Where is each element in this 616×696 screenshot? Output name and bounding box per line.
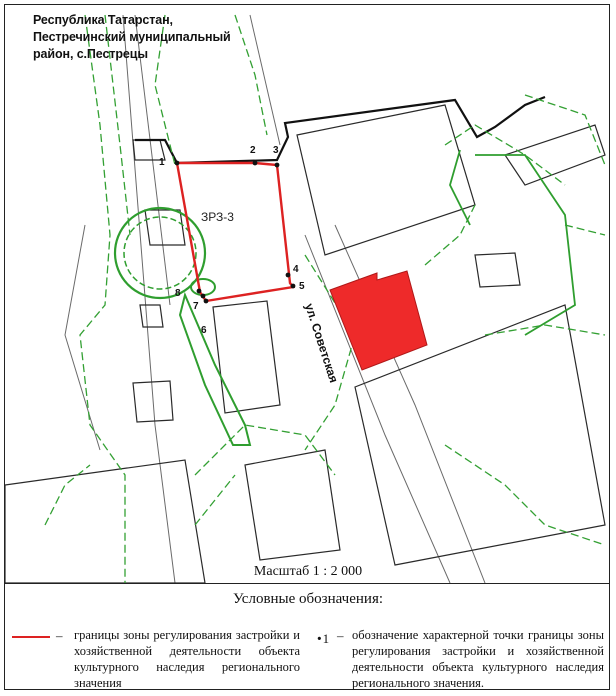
legend-divider: [4, 583, 610, 584]
point-marker: [253, 161, 258, 166]
building-outline: [213, 301, 280, 413]
point-marker: [275, 163, 280, 168]
title-line-2: Пестречинский муниципальный: [33, 30, 231, 44]
building-outline: [145, 210, 185, 245]
point-label-5: 5: [299, 281, 305, 292]
black-boundary-line: [135, 97, 545, 163]
title-line-3: район, с.Пестрецы: [33, 47, 148, 61]
point-marker: [201, 294, 206, 299]
building-outline: [475, 253, 520, 287]
point-symbol: ·1: [316, 628, 330, 650]
street-label: ул. Советская: [302, 301, 341, 385]
buildings: [5, 105, 605, 583]
point-marker: [175, 161, 180, 166]
legend-dash: –: [337, 628, 344, 643]
building-outline: [140, 305, 163, 327]
point-marker: [197, 289, 202, 294]
map-canvas: [5, 5, 609, 583]
boundary-line-swatch: [12, 636, 50, 638]
point-label-4: 4: [293, 264, 299, 275]
point-marker: [286, 273, 291, 278]
point-marker: [204, 299, 209, 304]
legend-dash: –: [56, 628, 63, 643]
title-line-1: Республика Татарстан,: [33, 13, 173, 27]
legend-point-text: обозначение характерной точки границы зоны регулирования застройки и хозяйственной деятельности объекта культурного наследия регионального значения.: [352, 628, 604, 690]
zone-label: ЗРЗ-3: [201, 210, 234, 224]
point-label-8: 8: [175, 288, 181, 299]
point-label-2: 2: [250, 145, 256, 156]
heritage-object: [330, 271, 427, 370]
point-label-7: 7: [193, 301, 199, 312]
building-outline: [297, 105, 475, 255]
legend-title: Условные обозначения:: [232, 591, 384, 607]
point-label-1: 1: [159, 157, 165, 168]
legend-boundary-text: границы зоны регулирования застройки и хозяйственной деятельности объекта культурного наследия регионального значения: [74, 628, 300, 690]
roads: [65, 15, 485, 583]
point-symbol-number: 1: [322, 631, 330, 646]
green-contours: [45, 15, 605, 583]
point-marker: [291, 284, 296, 289]
point-label-6: 6: [201, 325, 207, 336]
map-title: [33, 12, 263, 63]
building-outline: [245, 450, 340, 560]
point-label-3: 3: [273, 145, 279, 156]
scale-label: Масштаб 1 : 2 000: [253, 564, 363, 579]
